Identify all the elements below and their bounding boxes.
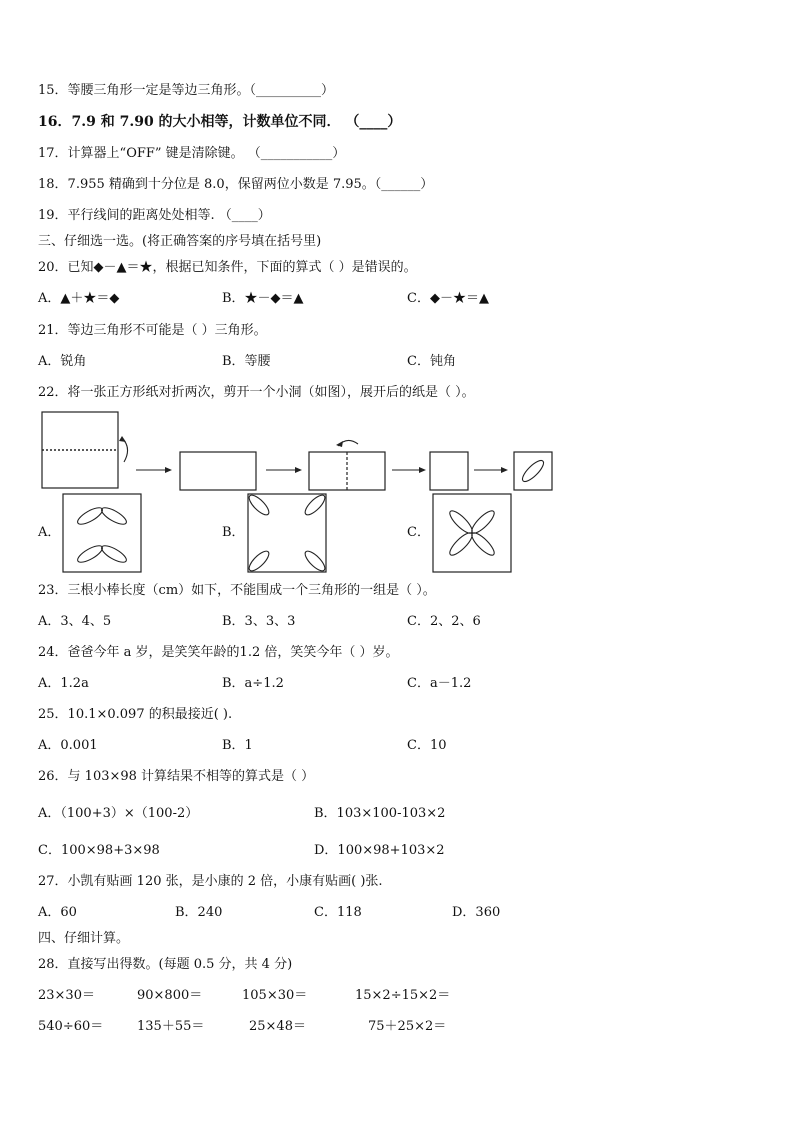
q24-option-c: C．a－1.2: [407, 676, 472, 691]
calc-item: 105×30＝: [242, 988, 308, 1003]
q22-option-c-figure: [432, 493, 512, 573]
q27-option-a: A．60: [38, 905, 77, 920]
q22-option-a: A．: [38, 525, 61, 540]
q22-option-b: B．: [222, 525, 245, 540]
question-27: 27．小凯有贴画 120 张，是小康的 2 倍，小康有贴画( )张.: [38, 874, 383, 889]
question-22: 22．将一张正方形纸对折两次，剪开一个小洞（如图），展开后的纸是（ ）。: [38, 385, 475, 400]
q27-option-c: C．118: [314, 905, 362, 920]
q22-option-c: C．: [407, 525, 430, 540]
calc-item: 540÷60＝: [38, 1019, 104, 1034]
question-16: 16．7.9 和 7.90 的大小相等，计数单位不同． （____）: [38, 114, 402, 130]
question-24: 24．爸爸今年 a 岁，是笑笑年龄的1.2 倍，笑笑今年（ ）岁。: [38, 645, 399, 660]
q21-option-a: A．锐角: [38, 354, 87, 369]
q23-option-b: B．3、3、3: [222, 614, 296, 629]
calc-item: 90×800＝: [137, 988, 203, 1003]
q20-option-c: C．◆－★＝▲: [407, 291, 489, 306]
question-26: 26．与 103×98 计算结果不相等的算式是（ ）: [38, 769, 315, 784]
question-23: 23．三根小棒长度（cm）如下，不能围成一个三角形的一组是（ ）。: [38, 583, 436, 598]
q21-option-b: B．等腰: [222, 354, 271, 369]
q26-option-d: D．100×98+103×2: [314, 843, 445, 858]
calc-item: 135＋55＝: [137, 1019, 205, 1034]
calc-item: 23×30＝: [38, 988, 95, 1003]
q26-option-c: C．100×98+3×98: [38, 843, 160, 858]
question-18: 18．7.955 精确到十分位是 8.0，保留两位小数是 7.95。（______）: [38, 177, 434, 192]
q22-option-a-figure: [62, 493, 142, 573]
q21-option-c: C．钝角: [407, 354, 456, 369]
question-19: 19．平行线间的距离处处相等. （____）: [38, 208, 271, 223]
calc-item: 75＋25×2＝: [368, 1019, 447, 1034]
question-15: 15．等腰三角形一定是等边三角形。（__________）: [38, 83, 335, 98]
section-3-heading: 三、仔细选一选。(将正确答案的序号填在括号里): [38, 234, 322, 249]
question-17: 17．计算器上“OFF” 键是清除键。 （___________）: [38, 146, 346, 161]
question-21: 21．等边三角形不可能是（ ）三角形。: [38, 323, 267, 338]
q24-option-a: A．1.2a: [38, 676, 89, 691]
folding-sequence-figure: [38, 408, 558, 492]
question-28: 28．直接写出得数。(每题 0.5 分，共 4 分): [38, 957, 293, 972]
calc-item: 25×48＝: [249, 1019, 306, 1034]
question-20: 20．已知◆－▲＝★，根据已知条件，下面的算式（ ）是错误的。: [38, 260, 417, 275]
q25-option-b: B．1: [222, 738, 253, 753]
q25-option-a: A．0.001: [38, 738, 98, 753]
q26-option-a: A．（100+3）×（100-2）: [38, 806, 199, 821]
calc-item: 15×2÷15×2＝: [355, 988, 451, 1003]
q25-option-c: C．10: [407, 738, 447, 753]
q23-option-c: C．2、2、6: [407, 614, 481, 629]
q20-option-b: B．★－◆＝▲: [222, 291, 304, 306]
section-4-heading: 四、仔细计算。: [38, 931, 130, 946]
question-25: 25．10.1×0.097 的积最接近( ).: [38, 707, 233, 722]
q20-option-a: A．▲＋★＝◆: [38, 291, 120, 306]
q26-option-b: B．103×100-103×2: [314, 806, 446, 821]
q22-option-b-figure: [247, 493, 327, 573]
q24-option-b: B．a÷1.2: [222, 676, 284, 691]
q27-option-b: B．240: [175, 905, 223, 920]
q27-option-d: D．360: [452, 905, 501, 920]
q23-option-a: A．3、4、5: [38, 614, 112, 629]
